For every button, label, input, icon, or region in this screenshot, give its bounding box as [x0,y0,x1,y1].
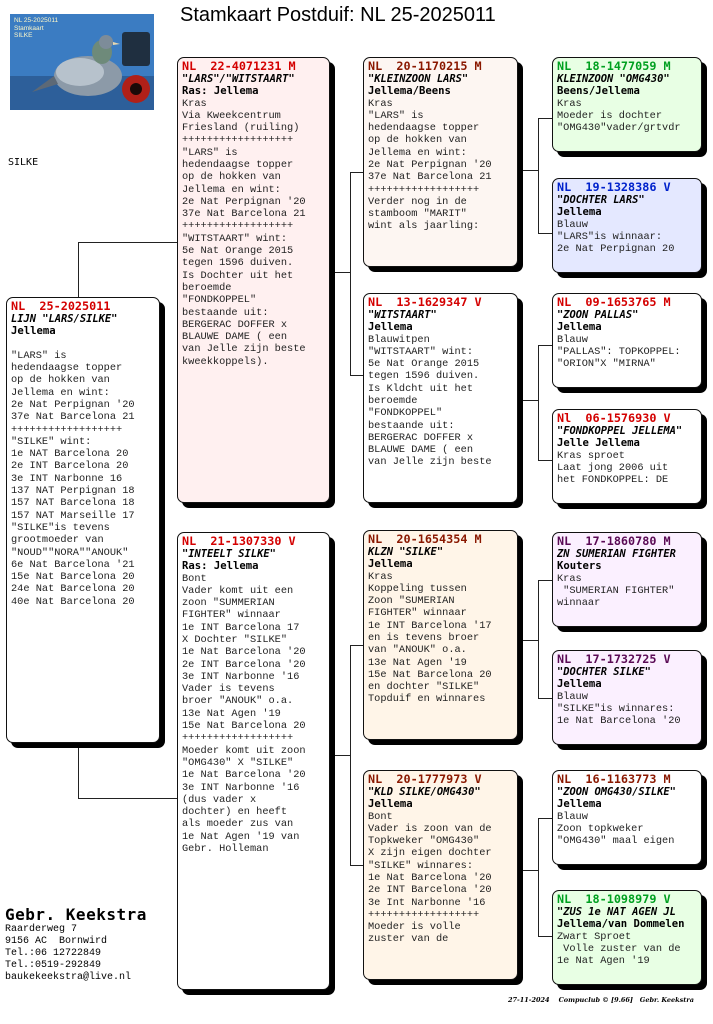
note-line: Vader is zoon van de [368,822,492,835]
connector-line [518,640,538,641]
ring-number: NL 18-1098979 V [557,892,671,906]
pedigree-notes [557,811,698,848]
note-line: Is Dochter uit het [182,269,294,282]
pedigree-notes [182,98,326,369]
pigeon-name: "LARS"/"WITSTAART" [182,73,295,85]
note-line: BERGERAC DOFFER x [368,431,474,444]
pedigree-notes [557,219,698,256]
note-line: op de hokken van [368,134,467,147]
note-line: "OMG430"vader/grtvdr [557,122,681,135]
pigeon-name: "WITSTAART" [368,309,437,321]
note-line: als moeder zus van [182,818,294,831]
note-line: 37e Nat Barcelona 21 [368,171,492,184]
note-line: "NOUD""NORA""ANOUK" [11,546,129,559]
note-line: Kras [368,570,393,583]
ring-number: NL 25-2025011 [11,299,111,313]
pigeon-photo [10,14,154,110]
side-label: SILKE [8,157,39,168]
note-line: 5e Nat Orange 2015 [368,358,480,371]
note-line: ++++++++++++++++++ [182,134,294,147]
card-mother[interactable] [177,532,330,990]
note-line: bestaande uit: [182,306,269,319]
pedigree-notes [557,573,698,610]
card-subject[interactable] [6,297,160,743]
ring-number: NL 21-1307330 V [182,534,296,548]
note-line: 1e INT Barcelona 17 [182,621,300,634]
note-line: "SILKE" winnares: [368,859,474,872]
note-line: Blauwitpen [368,333,430,346]
pigeon-name: "FONDKOPPEL JELLEMA" [557,425,683,437]
ring-number: NL 09-1653765 M [557,295,671,309]
note-line: "OMG430" maal eigen [557,835,675,848]
company-address [5,924,147,984]
breeder: Jellema [557,321,602,333]
note-line: op de hokken van [182,171,281,184]
note-line: 2e Nat Perpignan '20 [182,195,306,208]
note-line: ++++++++++++++++++ [368,908,480,921]
note-line: "ORION"X "MIRNA" [557,358,656,371]
note-line: FIGHTER" winnaar [182,609,281,622]
note-line: Kras [557,97,582,110]
note-line: bestaande uit: [368,419,455,432]
pedigree-notes [557,334,698,371]
pedigree-notes [368,571,514,706]
note-line: "WITSTAART" wint: [182,232,288,245]
note-line: Verder nog in de [368,195,467,208]
note-line: 3e INT Narbonne '16 [182,781,300,794]
connector-line [78,242,178,243]
note-line: winnaar [557,597,601,610]
connector-line [518,170,538,171]
note-line: Kras sproet [557,449,625,462]
note-line: wint als jaarling: [368,220,480,233]
connector-line [538,118,539,233]
pigeon-name: LIJN "LARS/SILKE" [11,313,118,325]
note-line: en is tevens broer [368,631,480,644]
pigeon-name: "DOCHTER LARS" [557,194,645,206]
breeder: Jellema/Beens [368,85,451,97]
pedigree-notes [557,931,698,968]
breeder: Jellema [557,678,602,690]
note-line: 157 NAT Barcelona 18 [11,497,135,510]
note-line: Blauw [557,810,588,823]
note-line: Zwart Sproet [557,930,632,943]
note-line: hedendaagse topper [182,158,294,171]
note-line: 2e INT Barcelona '20 [182,658,306,671]
note-line: 2e INT Barcelona '20 [368,884,492,897]
note-line: Zoon topkweker [557,822,644,835]
note-line: 37e Nat Barcelona 21 [11,411,135,424]
note-line: Bont [182,572,207,585]
pedigree-notes [557,691,698,728]
breeder: Kouters [557,560,602,572]
connector-line [538,580,552,581]
note-line: "LARS"is winnaar: [557,230,663,243]
pigeon-name: "DOCHTER SILKE" [557,666,651,678]
card-fmm[interactable] [552,409,702,504]
pigeon-name: "INTEELT SILKE" [182,548,276,560]
card-mother-mother[interactable] [363,770,518,980]
note-line: 3e INT Narbonne '16 [182,670,300,683]
note-line: "OMG430" X "SILKE" [182,756,294,769]
note-line: "SILKE"is winnares: [557,702,675,715]
card-mff[interactable] [552,532,702,627]
card-ffm[interactable] [552,178,702,273]
connector-line [538,580,539,698]
note-line: Topduif en winnares [368,693,486,706]
note-line: kweekkoppels). [182,355,269,368]
ring-number: NL 20-1654354 M [368,532,482,546]
card-father[interactable] [177,57,330,503]
footer-credit: 27-11-2024 Compuclub © [9.66] Gebr. Keekstra [508,996,694,1004]
card-fmf[interactable] [552,293,702,388]
connector-line [538,698,552,699]
note-line: 6e Nat Barcelona '21 [11,558,135,571]
pedigree-notes [368,98,514,233]
note-line: "LARS" is [182,146,238,159]
connector-line [518,400,538,401]
note-line: "LARS" is [368,109,424,122]
ring-number: NL 13-1629347 V [368,295,482,309]
pedigree-notes [557,98,698,135]
note-line: Jellema en wint: [368,146,467,159]
note-line: tegen 1596 duiven. [368,370,480,383]
note-line: hedendaagse topper [11,362,123,375]
connector-line [538,818,539,936]
note-line: 15e Nat Barcelona 20 [182,720,306,733]
note-line: Laat jong 2006 uit [557,461,669,474]
note-line: 1e Nat Barcelona '20 [557,715,681,728]
breeder: Jellema [557,206,602,218]
note-line: X Dochter "SILKE" [182,633,288,646]
note-line: Jellema en wint: [182,183,281,196]
pigeon-name: "ZOON OMG430/SILKE" [557,786,676,798]
ring-number: NL 16-1163773 M [557,772,671,786]
note-line: 1e INT Barcelona '17 [368,619,492,632]
note-line: ++++++++++++++++++ [11,423,123,436]
note-line: (dus vader x [182,793,257,806]
breeder-contact [5,905,147,984]
note-line: 15e Nat Barcelona 20 [11,571,135,584]
ring-number: NL 22-4071231 M [182,59,296,73]
note-line: 1e Nat Barcelona '20 [182,769,306,782]
note-line: Moeder is dochter [557,109,663,122]
note-line: Zoon "SUMERIAN [368,595,455,608]
note-line: Moeder is volle [368,921,461,934]
note-line: stamboom "MARIT" [368,208,467,221]
note-line: Bont [368,810,393,823]
connector-line [538,233,552,234]
pigeon-name: "KLD SILKE/OMG430" [368,786,481,798]
note-line: broer "ANOUK" o.a. [182,695,294,708]
note-line: 15e Nat Barcelona 20 [368,668,492,681]
note-line: ++++++++++++++++++ [182,732,294,745]
note-line: 1e NAT Barcelona 20 [11,448,129,461]
pigeon-name: "KLEINZOON LARS" [368,73,469,85]
note-line: Blauw [557,690,588,703]
note-line: Is Kldcht uit het [368,382,474,395]
ring-number: NL 17-1732725 V [557,652,671,666]
note-line [11,338,156,350]
connector-line [538,118,552,119]
page-title: Stamkaart Postduif: NL 25-2025011 [180,4,496,26]
note-line: X zijn eigen dochter [368,847,492,860]
note-line: Topkweker "OMG430" [368,835,480,848]
note-line: 24e Nat Barcelona 20 [11,583,135,596]
card-father-mother[interactable] [363,293,518,503]
connector-line [78,743,79,799]
note-line: 1e Nat Agen '19 van [182,830,300,843]
pedigree-notes [182,573,326,856]
note-line: Blauw [557,218,588,231]
connector-line [538,460,552,461]
note-line: 5e Nat Orange 2015 [182,245,294,258]
ring-number: Nl 06-1576930 V [557,411,671,425]
note-line: 137 NAT Perpignan 18 [11,485,135,498]
connector-line [350,645,351,865]
note-line: 2e Nat Perpignan 20 [557,243,675,256]
note-line: "PALLAS": TOPKOPPEL: [557,345,681,358]
pigeon-name: "ZUS 1e NAT AGEN JL [557,906,676,918]
note-line: Vader komt uit een [182,584,294,597]
ring-number: NL 17-1860780 M [557,534,671,548]
note-line: Raarderweg 7 [5,924,78,935]
note-line: Friesland (ruiling) [182,122,300,135]
note-line: 40e Nat Barcelona 20 [11,595,135,608]
pedigree-notes [557,450,698,487]
note-line: BLAUWE DAME ( een [182,331,288,344]
note-line: Koppeling tussen [368,582,467,595]
connector-line [350,645,363,646]
note-line: zoon "SUMMERIAN [182,597,275,610]
connector-line [350,172,351,375]
note-line: "FONDKOPPEL" [368,407,443,420]
connector-line [538,345,539,460]
card-mother-father[interactable] [363,530,518,740]
note-line: 3e Int Narbonne '16 [368,896,486,909]
pigeon-name: "ZOON PALLAS" [557,309,639,321]
breeder: Beens/Jellema [557,85,640,97]
note-line: Moeder komt uit zoon [182,744,306,757]
note-line: Tel.:06 12722849 [5,948,102,959]
company-name: Gebr. Keekstra [5,905,147,924]
note-line: "SILKE" wint: [11,435,92,448]
note-line: 2e Nat Perpignan '20 [368,158,492,171]
note-line: "LARS" is [11,349,67,362]
note-line: 1e Nat Agen '19 [557,955,650,968]
note-line: beroemde [368,394,418,407]
note-line: "SUMERIAN FIGHTER" [557,584,675,597]
connector-line [518,870,538,871]
note-line: 13e Nat Agen '19 [182,707,281,720]
note-line: en dochter "SILKE" [368,681,480,694]
note-line: Kras [182,97,207,110]
breeder: Jellema [368,321,413,333]
note-line: 1e Nat Barcelona '20 [368,871,492,884]
note-line: ++++++++++++++++++ [368,183,480,196]
note-line: Blauw [557,333,588,346]
card-mmm[interactable] [552,890,702,985]
pedigree-notes [11,338,156,609]
note-line: 37e Nat Barcelona 21 [182,208,306,221]
note-line: het FONDKOPPEL: DE [557,474,669,487]
note-line: 2e INT Barcelona 20 [11,460,129,473]
note-line: hedendaagse topper [368,122,480,135]
ring-number: NL 19-1328386 V [557,180,671,194]
pedigree-notes [368,811,514,946]
note-line: van Jelle zijn beste [368,456,492,469]
note-line: van Jelle zijn beste [182,343,306,356]
card-mmf[interactable] [552,770,702,865]
pigeon-name: KLEINZOON "OMG430" [557,73,670,85]
breeder: Jellema [368,558,413,570]
card-fff[interactable] [552,57,702,152]
ring-number: NL 18-1477059 M [557,59,671,73]
note-line: 13e Nat Agen '19 [368,656,467,669]
connector-line [538,936,552,937]
note-line: "SILKE"is tevens [11,521,110,534]
breeder: Jellema [11,325,56,337]
card-father-father[interactable] [363,57,518,267]
note-line: van "ANOUK" o.a. [368,644,467,657]
breeder: Jellema [557,798,602,810]
pigeon-name: ZN SUMERIAN FIGHTER [557,548,676,560]
note-line: baukekeekstra@live.nl [5,972,132,983]
note-line: Tel.:0519-292849 [5,960,102,971]
card-mfm[interactable] [552,650,702,745]
note-line: "WITSTAART" wint: [368,345,474,358]
connector-line [538,345,552,346]
note-line: zuster van de [368,933,449,946]
connector-line [78,242,79,297]
note-line: dochter) en heeft [182,806,288,819]
connector-line [538,818,552,819]
note-line: 157 NAT Marseille 17 [11,509,135,522]
pedigree-notes [368,334,514,469]
note-line: ++++++++++++++++++ [182,220,294,233]
note-line: tegen 1596 duiven. [182,257,294,270]
note-line: Kras [368,97,393,110]
note-line: Kras [557,572,582,585]
note-line: Via Kweekcentrum [182,109,281,122]
note-line: "FONDKOPPEL" [182,294,257,307]
connector-line [330,272,350,273]
breeder: Jelle Jellema [557,437,640,449]
note-line: Gebr. Holleman [182,843,269,856]
connector-line [350,172,363,173]
breeder: Jellema [368,798,413,810]
connector-line [78,798,178,799]
note-line: Volle zuster van de [557,942,681,955]
note-line: 9156 AC Bornwird [5,936,108,947]
note-line: BLAUWE DAME ( een [368,444,474,457]
note-line: BERGERAC DOFFER x [182,318,288,331]
note-line: 3e INT Narbonne 16 [11,472,123,485]
note-line: Jellema en wint: [11,386,110,399]
breeder: Jellema/van Dommelen [557,918,685,930]
breeder: Ras: Jellema [182,560,259,572]
note-line: 2e Nat Perpignan '20 [11,398,135,411]
ring-number: NL 20-1777973 V [368,772,482,786]
photo-caption: NL 25-2025011 Stamkaart SILKE [14,17,59,39]
connector-line [330,755,350,756]
note-line: FIGHTER" winnaar [368,607,467,620]
note-line: beroemde [182,281,232,294]
pigeon-name: KLZN "SILKE" [368,546,444,558]
ring-number: NL 20-1170215 M [368,59,482,73]
breeder: Ras: Jellema [182,85,259,97]
connector-line [350,865,363,866]
connector-line [350,375,363,376]
note-line: grootmoeder van [11,534,104,547]
note-line: 1e Nat Barcelona '20 [182,646,306,659]
note-line: Vader is tevens [182,683,275,696]
note-line: op de hokken van [11,374,110,387]
